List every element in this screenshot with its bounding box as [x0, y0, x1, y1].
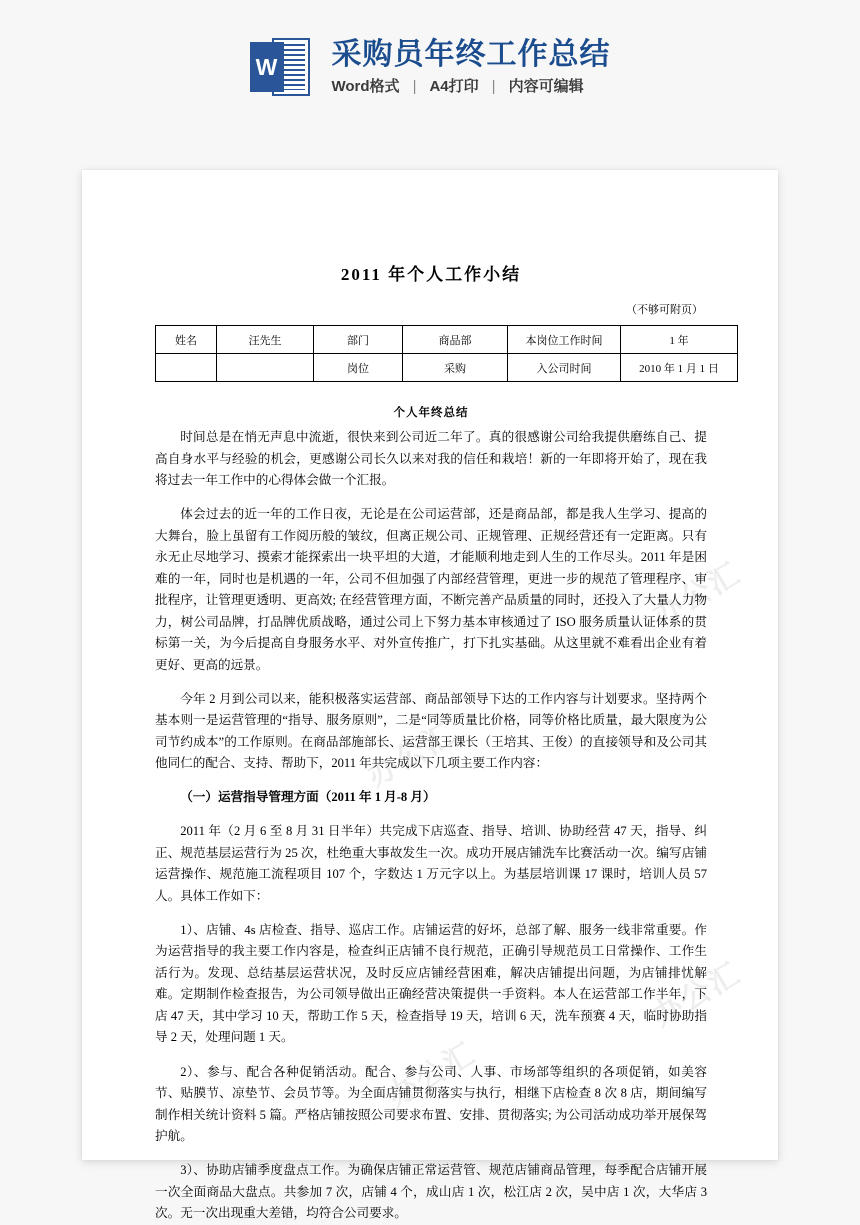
- table-cell-post-label: 岗位: [314, 354, 403, 382]
- body-paragraph: 3）、协助店铺季度盘点工作。为确保店铺正常运营管、规范店铺商品管理，每季配合店铺开展一次全面商品大盘点。共参加 7 次，店铺 4 个，成山店 1 次，松江店 2 次，吴中店 1 次，大华店 3 次。无一次出现重大差错，均符合公司要求。: [155, 1163, 707, 1221]
- body-paragraph: 1）、店铺、4s 店检查、指导、巡店工作。店铺运营的好坏，总部了解、服务一线非常重要。作为运营指导的我主要工作内容是，检查纠正店铺不良行规范，正确引导规范员工日常操作、工作生活行为。发现、总结基层运营状况，及时反应店铺经营困难，解决店铺提出问题，为店铺排忧解难。定期制作检查报告，为公司领导做出正确经营决策提供一手资料。本人在运营部工作半年，下店 47 天，其中学习 10 天，帮助工作 5 天，检查指导 19 天，培训 6 天，洗车预赛 4 天，临时协助指导 2 天，处理问题 1 天。: [155, 922, 707, 1045]
- table-row: [156, 354, 738, 382]
- personal-info-table: [155, 325, 738, 382]
- body-paragraph: 体会过去的近一年的工作日夜，无论是在公司运营部，还是商品部，都是我人生学习、提高的大舞台，脸上虽留有工作阅历般的皱纹，但离正规公司、正规管理、正规经营还有一定距离。只有永无止尽地学习、摸索才能探索出一块平坦的大道，才能顺利地走到人生的工作尽头。2011 年是困难的一年，同时也是机遇的一年，公司不但加强了内部经营管理，更进一步的规范了管理程序、审批程序，让管理更透明、更高效; 在经营管理方面，不断完善产品质量的同时，还投入了大量人力物力，树公司品牌，打品牌优质战略，通过公司上下努力基本审核通过了 ISO 服务质量认证体系的贯标第一关，为今后提高自身服务水平、对外宣传推广，打下扎实基础。从这里就不难看出企业有着更好、更高的远景。: [155, 507, 707, 672]
- table-cell-empty-2: [217, 354, 314, 382]
- table-cell-tenure-value: 1 年: [621, 326, 738, 354]
- document-body: [155, 170, 719, 1221]
- table-cell-dept-label: 部门: [314, 326, 403, 354]
- banner-subtitle-item-1: A4打印: [429, 78, 479, 95]
- body-paragraph: 今年 2 月到公司以来，能积极落实运营部、商品部领导下达的工作内容与计划要求。坚持两个基本则一是运营管理的“指导、服务原则”，二是“同等质量比价格，同等价格比质量，最大限度为公司节约成本”的工作原则。在商品部施部长、运营部王课长（王培其、王俊）的直接领导和及公司其他同仁的配合、支持、帮助下，2011 年共完成以下几项主要工作内容：: [155, 691, 707, 771]
- document-page: [82, 170, 778, 1221]
- page-header-banner: [0, 0, 860, 170]
- body-paragraph: 2011 年（2 月 6 至 8 月 31 日半年）共完成下店巡查、指导、培训、协助经营 47 天，指导、纠正、规范基层运营行为 25 次，杜绝重大事故发生一次。成功开展店铺洗车比赛活动一次。编写店铺运营操作、规范施工流程项目 107 个，字数达 1 万元字以上。为基层培训课 17 课时，培训人员 57 人。具体工作如下：: [155, 824, 707, 903]
- document-note: （不够可附页）: [626, 304, 703, 316]
- word-file-icon: [250, 38, 310, 96]
- table-cell-empty-1: [156, 354, 217, 382]
- watermark: 办公汇: [381, 1036, 482, 1114]
- table-cell-joindate-label: 入公司时间: [508, 354, 621, 382]
- banner-subtitle-sep-1: |: [491, 78, 496, 95]
- watermark: 办公汇: [361, 716, 462, 794]
- word-icon-letter: W: [250, 42, 284, 92]
- banner-subtitle-sep-0: |: [412, 78, 417, 95]
- table-cell-post-value: 采购: [403, 354, 508, 382]
- body-paragraph: 2）、参与、配合各种促销活动。配合、参与公司、人事、市场部等组织的各项促销，如美容节、贴膜节、凉垫节、会员节等。为全面店铺贯彻落实与执行，相继下店检查 8 次 8 店，期间编写制作相关统计资料 5 篇。严格店铺按照公司要求布置、安排、贯彻落实; 为公司活动成功举开展保驾护航。: [155, 1064, 707, 1144]
- table-row: [156, 326, 738, 354]
- banner-text-block: [332, 40, 611, 94]
- table-cell-name-label: 姓名: [156, 326, 217, 354]
- table-cell-joindate-value: 2010 年 1 月 1 日: [621, 354, 738, 382]
- section-heading: 个人年终总结: [393, 407, 469, 419]
- banner-subtitle-item-2: 内容可编辑: [508, 78, 584, 95]
- table-cell-tenure-label: 本岗位工作时间: [508, 326, 621, 354]
- watermark: 办公汇: [646, 956, 747, 1034]
- banner-subtitle: [332, 79, 611, 94]
- banner-subtitle-item-0: Word格式: [331, 78, 400, 95]
- table-cell-dept-value: 商品部: [403, 326, 508, 354]
- banner-title: 采购员年终工作总结: [331, 38, 611, 71]
- watermark: 办公汇: [646, 556, 747, 634]
- banner-content: [250, 38, 611, 96]
- document-title: 2011 年个人工作小结: [340, 265, 522, 284]
- subsection-heading: （一）运营指导管理方面（2011 年 1 月-8 月）: [180, 790, 436, 805]
- body-paragraph: 时间总是在悄无声息中流逝，很快来到公司近二年了。真的很感谢公司给我提供磨练自己、提高自身水平与经验的机会，更感谢公司长久以来对我的信任和栽培！新的一年即将开始了，现在我将过去一年工作中的心得体会做一个汇报。: [155, 430, 707, 487]
- table-cell-name-value: 汪先生: [217, 326, 314, 354]
